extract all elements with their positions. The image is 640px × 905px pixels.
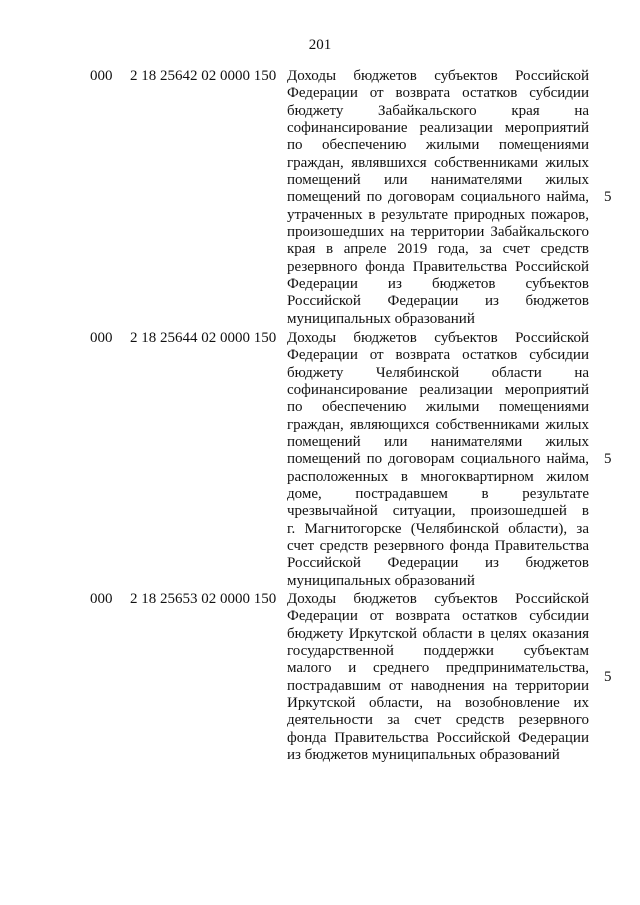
description-line: по обеспечению жилыми помещениями <box>287 399 589 416</box>
description-line: софинансирование реализации мероприятий <box>287 120 589 137</box>
description-line: муниципальных образований <box>287 310 475 327</box>
description-line: произошедших на территории Забайкальского <box>287 224 589 241</box>
description-line: доме, пострадавшем в результате <box>287 486 589 503</box>
description-line: помещений по договорам социального найма, <box>287 189 589 206</box>
description-line: граждан, являвшихся собственниками жилых <box>287 154 589 171</box>
description-line: расположенных в многоквартирном жилом <box>287 468 589 485</box>
description-line: малого и среднего предпринимательства, <box>287 660 589 677</box>
description-line: Доходы бюджетов субъектов Российской <box>287 68 589 84</box>
description-line: резервного фонда Правительства Российской <box>287 258 589 275</box>
revenue-description <box>287 330 589 590</box>
description-line: Федерации от возврата остатков субсидии <box>287 85 589 102</box>
revenue-description <box>287 591 589 764</box>
admin-code: 000 <box>90 591 113 607</box>
description-line: счет средств резервного фонда Правительства <box>287 538 589 555</box>
description-line: Федерации из бюджетов субъектов <box>287 276 589 293</box>
admin-code: 000 <box>90 330 113 346</box>
budget-classification-code: 2 18 25644 02 0000 150 <box>130 330 277 346</box>
admin-code: 000 <box>90 68 113 84</box>
budget-classification-code: 2 18 25642 02 0000 150 <box>130 68 277 84</box>
page-number: 201 <box>308 37 332 53</box>
description-line: утраченных в результате природных пожаров, <box>287 206 589 223</box>
revenue-description <box>287 68 589 328</box>
description-line: г. Магнитогорске (Челябинской области), за <box>287 520 589 537</box>
budget-classification-code: 2 18 25653 02 0000 150 <box>130 591 277 607</box>
description-line: муниципальных образований <box>287 572 475 589</box>
description-line: чрезвычайной ситуации, произошедшей в <box>287 503 589 520</box>
description-line: помещений или нанимателями жилых <box>287 434 589 451</box>
description-line: государственной поддержки субъектам <box>287 643 589 660</box>
amount: 5 <box>604 189 612 205</box>
amount: 5 <box>604 669 612 685</box>
description-line: бюджету Иркутской области в целях оказания <box>287 625 589 642</box>
description-line: из бюджетов муниципальных образований <box>287 747 560 764</box>
description-line: софинансирование реализации мероприятий <box>287 382 589 399</box>
description-line: фонда Правительства Российской Федерации <box>287 729 589 746</box>
description-line: бюджету Челябинской области на <box>287 364 589 381</box>
description-line: помещений или нанимателями жилых <box>287 172 589 189</box>
description-line: бюджету Забайкальского края на <box>287 102 589 119</box>
description-line: Федерации от возврата остатков субсидии <box>287 608 589 625</box>
description-line: Иркутской области, на возобновление их <box>287 695 589 712</box>
amount: 5 <box>604 451 612 467</box>
description-line: Доходы бюджетов субъектов Российской <box>287 591 589 607</box>
description-line: Доходы бюджетов субъектов Российской <box>287 330 589 346</box>
description-line: Российской Федерации из бюджетов <box>287 293 589 310</box>
description-line: Российской Федерации из бюджетов <box>287 555 589 572</box>
description-line: пострадавшим от наводнения на территории <box>287 677 589 694</box>
description-line: по обеспечению жилыми помещениями <box>287 137 589 154</box>
description-line: края в апреле 2019 года, за счет средств <box>287 241 589 258</box>
description-line: Федерации от возврата остатков субсидии <box>287 347 589 364</box>
description-line: деятельности за счет средств резервного <box>287 712 589 729</box>
description-line: граждан, являющихся собственниками жилых <box>287 416 589 433</box>
description-line: помещений по договорам социального найма, <box>287 451 589 468</box>
